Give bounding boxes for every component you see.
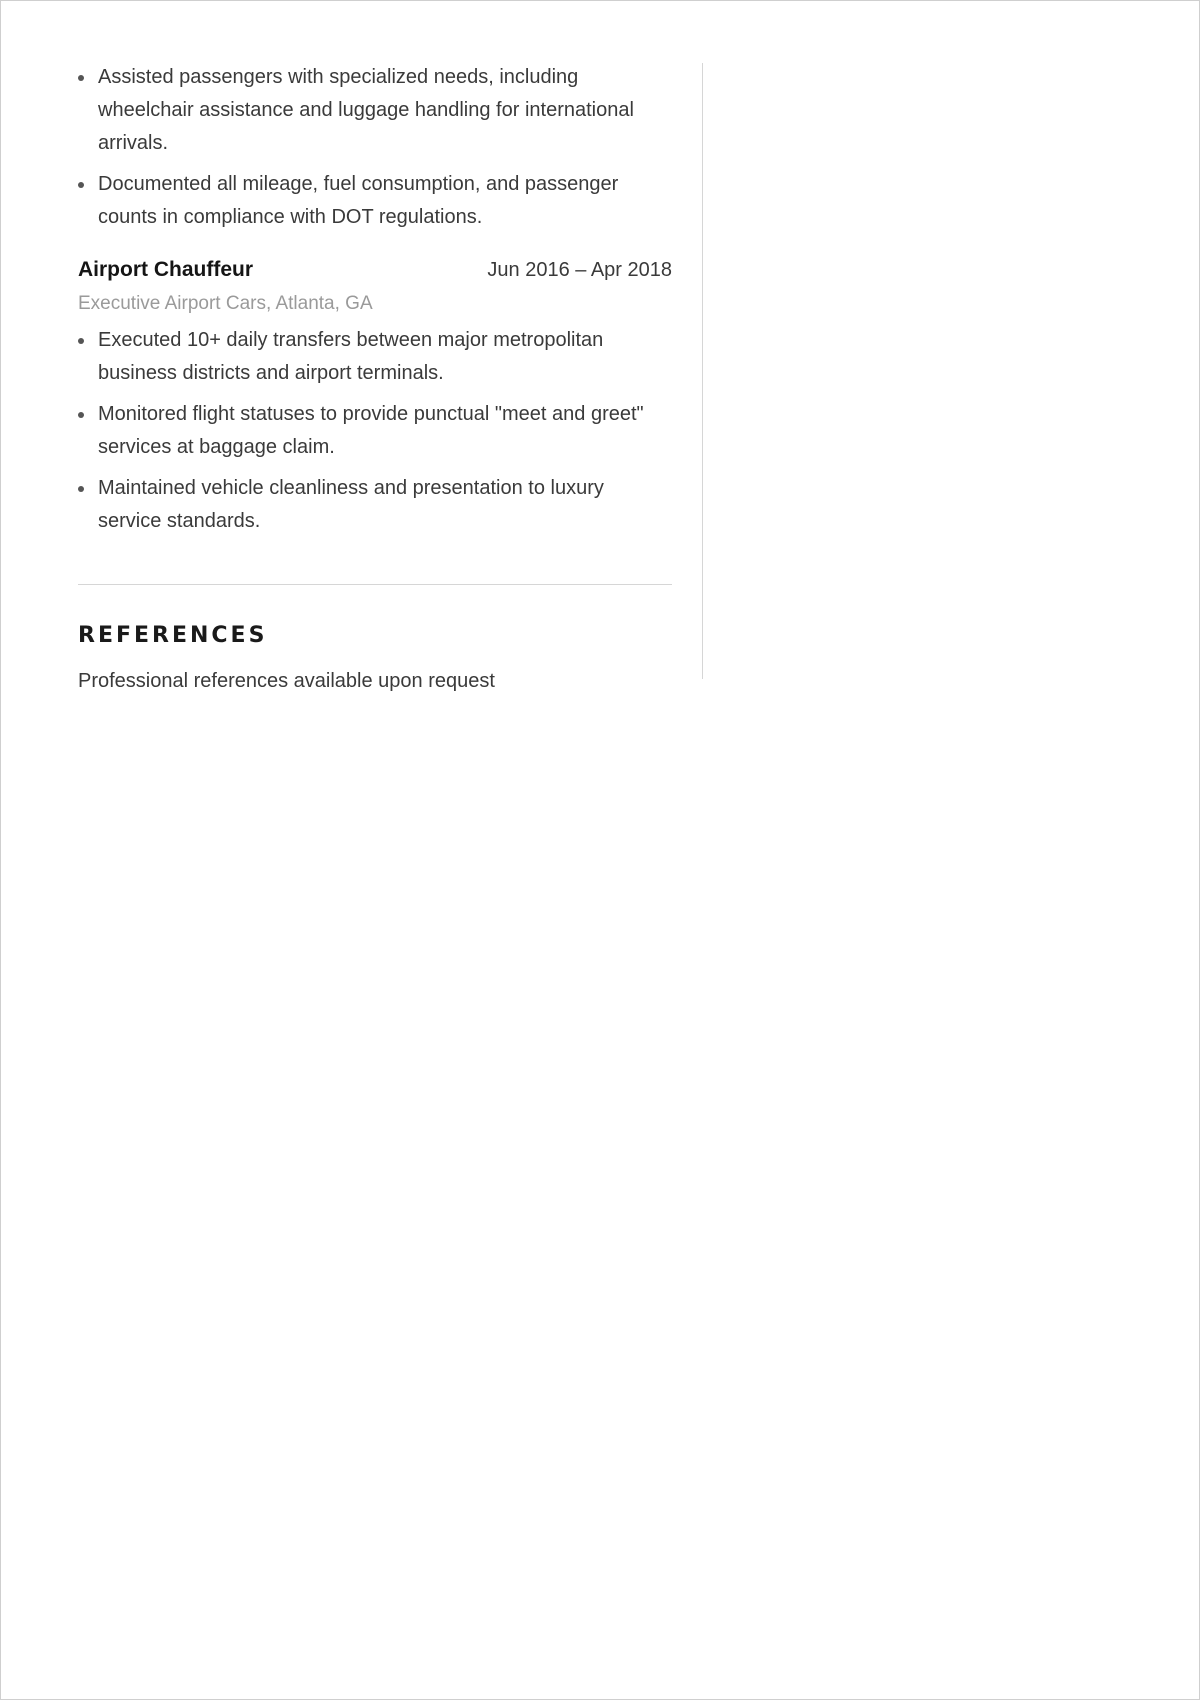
bullet-icon xyxy=(78,182,84,188)
job-dates: Jun 2016 – Apr 2018 xyxy=(487,259,672,281)
column-divider xyxy=(702,63,703,679)
bullet-text: Documented all mileage, fuel consumption, and passenger counts in compliance with DOT regulations. xyxy=(98,173,619,228)
references-heading: REFERENCES xyxy=(78,623,268,648)
previous-job-bullets xyxy=(78,61,672,234)
section-divider xyxy=(78,584,672,585)
bullet-text: Maintained vehicle cleanliness and presentation to luxury service standards. xyxy=(98,477,604,532)
list-item xyxy=(78,472,672,538)
main-column xyxy=(78,61,672,693)
list-item xyxy=(78,61,672,160)
list-item xyxy=(78,168,672,234)
job-bullets xyxy=(78,324,672,538)
list-item xyxy=(78,324,672,390)
bullet-text: Assisted passengers with specialized needs, including wheelchair assistance and luggage handling for international arrivals. xyxy=(98,66,634,154)
bullet-icon xyxy=(78,486,84,492)
references-text: Professional references available upon request xyxy=(78,670,495,692)
job-header xyxy=(78,258,672,290)
bullet-text: Monitored flight statuses to provide punctual "meet and greet" services at baggage claim. xyxy=(98,403,644,458)
bullet-text: Executed 10+ daily transfers between major metropolitan business districts and airport terminals. xyxy=(98,329,604,384)
job-company: Executive Airport Cars, Atlanta, GA xyxy=(78,293,373,314)
job-title: Airport Chauffeur xyxy=(78,258,253,281)
bullet-icon xyxy=(78,412,84,418)
bullet-icon xyxy=(78,338,84,344)
bullet-icon xyxy=(78,75,84,81)
list-item xyxy=(78,398,672,464)
job-entry xyxy=(78,258,672,538)
